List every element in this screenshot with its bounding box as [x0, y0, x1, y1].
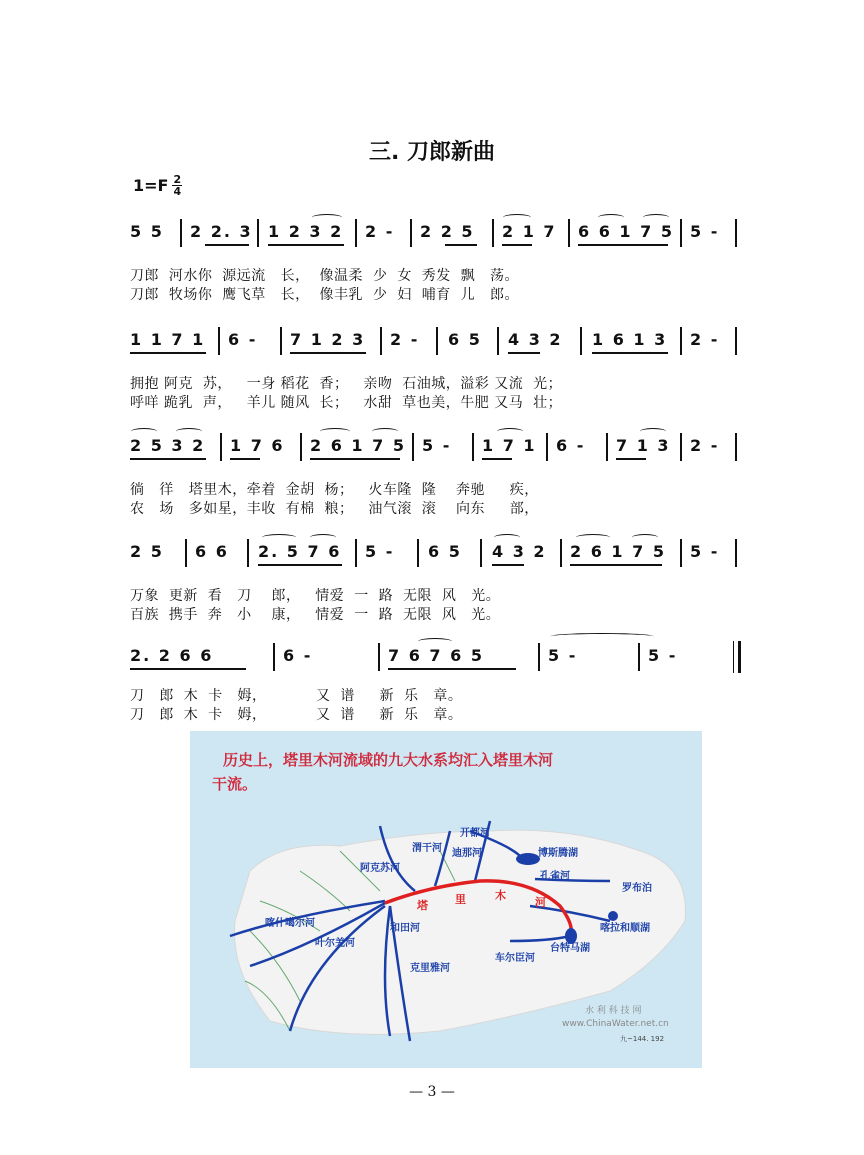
- tie: [550, 633, 654, 640]
- beam: [130, 668, 246, 670]
- label-dina: 迪那河: [452, 848, 482, 859]
- measure: 6 6: [195, 542, 229, 561]
- barline: [735, 327, 737, 355]
- beam: [578, 244, 668, 246]
- label-bosten: 博斯腾湖: [538, 848, 578, 859]
- slur: [176, 428, 202, 435]
- measure: 2 -: [690, 436, 720, 455]
- barline: [220, 433, 222, 461]
- barline: [680, 327, 682, 355]
- barline: [185, 539, 187, 567]
- measure: 5 -: [548, 646, 578, 665]
- label-main-2: 里: [455, 893, 466, 906]
- page-title: 三. 刀郎新曲: [368, 140, 496, 165]
- measure: 2 -: [390, 330, 420, 349]
- measure: 7 6 7 6 5: [388, 646, 484, 665]
- barline: [472, 433, 474, 461]
- barline: [638, 643, 640, 671]
- lyric-verse-2: 农 场 多如星，丰收 有棉 粮； 油气滚 滚 向东 部，: [130, 501, 539, 517]
- barline: [568, 219, 570, 247]
- label-lop: 罗布泊: [622, 883, 652, 894]
- measure: 6 5: [448, 330, 482, 349]
- barline: [218, 327, 220, 355]
- measure: 4 3 2: [508, 330, 563, 349]
- measure: 1 2 3 2: [268, 222, 344, 241]
- beam: [290, 352, 366, 354]
- label-main-3: 木: [495, 889, 506, 902]
- measure: 1 7 6: [230, 436, 285, 455]
- measure: 7 1 2 3: [290, 330, 366, 349]
- barline: [680, 219, 682, 247]
- label-keriya: 克里雅河: [410, 963, 450, 974]
- bosten-lake: [516, 853, 540, 865]
- lyric-verse-1: 拥抱 阿克 苏， 一身 稻花 香； 亲吻 石油城，溢彩 又流 光；: [130, 376, 563, 392]
- barline: [436, 327, 438, 355]
- measure: 1 6 1 3: [592, 330, 668, 349]
- watermark-cn: 水 利 科 技 网: [585, 1006, 642, 1016]
- barline: [280, 327, 282, 355]
- label-aksu: 阿克苏河: [360, 863, 400, 874]
- beam: [388, 668, 516, 670]
- beam: [502, 244, 532, 246]
- beam: [445, 244, 477, 246]
- beam: [570, 564, 662, 566]
- measure: 2 5: [130, 542, 164, 561]
- slur: [320, 428, 350, 435]
- label-hotan: 和田河: [390, 923, 420, 934]
- barline: [680, 539, 682, 567]
- label-cherchen: 车尔臣河: [495, 953, 535, 964]
- barline: [735, 539, 737, 567]
- measure: 2 5 3 2: [130, 436, 206, 455]
- barline: [257, 219, 259, 247]
- measure: 2 6 1 7 5: [310, 436, 406, 455]
- lyric-verse-1: 徜 徉 塔里木，牵着 金胡 杨； 火车隆 隆 奔驰 疾，: [130, 482, 539, 498]
- key-label: 1=F: [133, 176, 169, 195]
- barline: [355, 219, 357, 247]
- measure: 1 1 7 1: [130, 330, 206, 349]
- barline: [378, 643, 380, 671]
- beam: [230, 458, 260, 460]
- label-main-4: 河: [535, 896, 546, 909]
- time-signature: [172, 174, 182, 197]
- beam: [310, 458, 400, 460]
- label-kongque: 孔雀河: [540, 871, 570, 882]
- label-yarkand: 叶尔羌河: [315, 938, 355, 949]
- tarim-river-map: [190, 731, 702, 1068]
- map-caption-1: 历史上，塔里木河流域的九大水系均汇入塔里木河: [223, 751, 554, 769]
- barline: [492, 219, 494, 247]
- figure-number: 九~144. 192: [620, 1035, 665, 1043]
- barline: [355, 539, 357, 567]
- measure: 5 -: [690, 222, 720, 241]
- time-bottom: 4: [173, 185, 182, 198]
- measure: 7 1 3: [616, 436, 671, 455]
- barline: [480, 539, 482, 567]
- measure: 2 2 5: [420, 222, 475, 241]
- taitema-lake: [565, 928, 577, 944]
- label-weigan: 渭干河: [412, 843, 442, 854]
- label-kashgar: 喀什噶尔河: [265, 918, 315, 929]
- lyric-verse-2: 刀 郎 木 卡 姆， 又 谱 新 乐 章。: [130, 707, 463, 723]
- beam: [268, 244, 344, 246]
- measure: 5 5: [130, 222, 164, 241]
- slur: [503, 214, 531, 221]
- label-main-1: 塔: [417, 899, 428, 912]
- barline: [417, 539, 419, 567]
- slur: [372, 428, 398, 435]
- beam: [130, 458, 206, 460]
- beam: [592, 352, 668, 354]
- beam: [258, 564, 342, 566]
- key-signature: [133, 174, 182, 197]
- slur: [262, 534, 296, 541]
- slur: [310, 534, 336, 541]
- lop-lake: [608, 911, 618, 921]
- barline: [546, 433, 548, 461]
- label-kalahe: 喀拉和顺湖: [600, 923, 650, 934]
- page-number: — 3 —: [409, 1084, 455, 1100]
- lyric-verse-2: 刀郎 牧场你 鹰飞草 长， 像丰乳 少 妇 哺育 儿 郎。: [130, 287, 520, 303]
- measure: 2. 5 7 6: [258, 542, 342, 561]
- measure: 2 6 1 7 5: [570, 542, 666, 561]
- barline: [180, 219, 182, 247]
- measure: 1 7 1: [482, 436, 537, 455]
- slur: [576, 534, 610, 541]
- measure: 6 -: [283, 646, 313, 665]
- barline: [497, 327, 499, 355]
- time-top: 2: [173, 173, 182, 186]
- barline: [538, 643, 540, 671]
- barline: [606, 433, 608, 461]
- slur: [640, 428, 666, 435]
- measure: 6 5: [428, 542, 462, 561]
- measure: 6 6 1 7 5: [578, 222, 674, 241]
- barline: [735, 219, 737, 247]
- measure: 2 -: [690, 330, 720, 349]
- slur: [598, 214, 624, 221]
- beam: [130, 352, 206, 354]
- beam: [205, 244, 249, 246]
- measure: 2 2. 3: [190, 222, 253, 241]
- barline: [380, 327, 382, 355]
- measure: 2. 2 6 6: [130, 646, 214, 665]
- map-caption-2: 干流。: [212, 775, 258, 793]
- slur: [497, 428, 523, 435]
- label-kaidu: 开都河: [460, 828, 490, 839]
- final-barline: [733, 641, 741, 673]
- measure: 6 -: [228, 330, 258, 349]
- measure: 6 -: [556, 436, 586, 455]
- measure: 2 -: [365, 222, 395, 241]
- beam: [492, 564, 524, 566]
- measure: 5 -: [648, 646, 678, 665]
- slur: [131, 428, 157, 435]
- barline: [300, 433, 302, 461]
- barline: [680, 433, 682, 461]
- beam: [616, 458, 646, 460]
- barline: [247, 539, 249, 567]
- slur: [312, 214, 342, 221]
- watermark-url: www.ChinaWater.net.cn: [562, 1019, 669, 1029]
- measure: 2 1 7: [502, 222, 557, 241]
- beam: [508, 352, 540, 354]
- label-taitema: 台特马湖: [550, 943, 590, 954]
- slur: [494, 534, 520, 541]
- slur: [418, 638, 452, 645]
- lyric-verse-2: 呼咩 跪乳 声， 羊儿 随风 长； 水甜 草也美，牛肥 又马 壮；: [130, 395, 563, 411]
- measure: 5 -: [690, 542, 720, 561]
- barline: [735, 433, 737, 461]
- measure: 4 3 2: [492, 542, 547, 561]
- barline: [412, 433, 414, 461]
- slur: [632, 534, 658, 541]
- barline: [560, 539, 562, 567]
- barline: [410, 219, 412, 247]
- lyric-verse-1: 刀 郎 木 卡 姆， 又 谱 新 乐 章。: [130, 688, 463, 704]
- barline: [580, 327, 582, 355]
- measure: 5 -: [422, 436, 452, 455]
- lyric-verse-1: 刀郎 河水你 源远流 长， 像温柔 少 女 秀发 飘 荡。: [130, 268, 520, 284]
- lyric-verse-2: 百族 携手 奔 小 康， 情爱 一 路 无限 风 光。: [130, 607, 501, 623]
- measure: 5 -: [365, 542, 395, 561]
- barline: [273, 643, 275, 671]
- slur: [643, 214, 669, 221]
- lyric-verse-1: 万象 更新 看 刀 郎， 情爱 一 路 无限 风 光。: [130, 588, 501, 604]
- beam: [482, 458, 512, 460]
